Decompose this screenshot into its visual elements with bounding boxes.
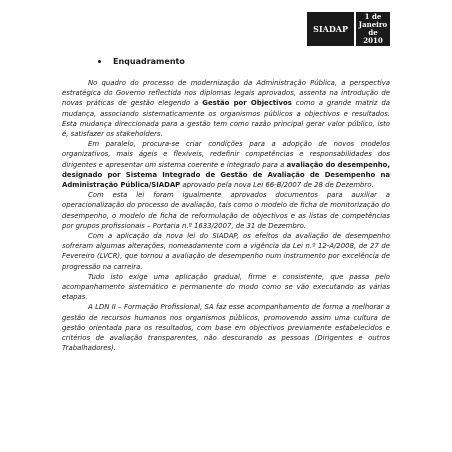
paragraph-1-text-b: como a grande matriz da mudança, associando sistematicamente os organismos públicos a objectivos e resultados. Esta mudança direccionada para a gestão tem como razão principal gerar valor público, isto é, satisfazer os stakeholders.	[62, 99, 390, 139]
paragraph-2	[62, 139, 390, 190]
header-date-line1: 1 de	[364, 12, 382, 21]
header-date-line2: Janeiro de	[358, 20, 388, 37]
paragraph-2-bold: avaliação do desempenho, designado por Sistema Integrado de Gestão de Avaliação de Desempenho na Administração Pública/SIADAP	[62, 160, 390, 190]
header-date-line3: 2010	[363, 36, 383, 45]
paragraph-1-text-a: No quadro do processo de modernização da Administração Pública, a perspectiva estratégica do Governo reflectida nos diplomas legais aprovados, assenta na introdução de novas práticas de gestão elegendo a	[62, 79, 390, 108]
header-date	[356, 12, 390, 46]
paragraph-6: A LDN II – Formação Profissional, SA faz esse acompanhamento de forma a melhorar a gestão de recursos humanos nos organismos públicos, promovendo assim uma cultura de gestão orientada para os resultados, com base em objectivos previamente estabelecidos e critérios de avaliação transparentes, não descurando as pessoas (Dirigentes e outros Trabalhadores).	[62, 303, 390, 353]
section-title: Enquadramento	[113, 57, 185, 66]
document-header	[307, 12, 390, 46]
header-title: SIADAP	[307, 12, 354, 46]
document-body	[62, 78, 390, 353]
paragraph-2-text-b: aprovado pela nova Lei 66-B/2007 de 28 de Dezembro.	[180, 181, 374, 190]
paragraph-4: Com a aplicação da nova lei do SIADAP, os efeitos da avaliação de desempenho sofreram algumas alterações, nomeadamente com a vigência da Lei n.º 12-A/2008, de 27 de Fevereiro (LVCR), que tornou a avaliação de desempenho num instrumento por excelência de progressão na carreira.	[62, 232, 390, 271]
paragraph-2-text-a: Em paralelo, procura-se criar condições para a adopção de novos modelos organizativos, mais ágeis e flexíveis, redefinir competências e responsabilidades dos dirigentes e apresentar um sistema coerente e integrado para a	[62, 140, 390, 169]
paragraph-3: Com esta lei foram igualmente aprovados documentos para auxiliar a operacionalização do processo de avaliação, tais como o modelo de ficha de monitorização do desempenho, o modelo de ficha de reformulação de objectivos e as listas de competências por grupos profissionais – Portaria n.º 1633/2007, de 31 de Dezembro.	[62, 191, 390, 230]
paragraph-1-bold: Gestão por Objectivos	[202, 99, 292, 108]
paragraph-5: Tudo isto exige uma aplicação gradual, firme e consistente, que passa pelo acompanhamento sistemático e permanente do modo como se vão executando as várias etapas.	[62, 272, 390, 302]
paragraph-1	[62, 78, 390, 139]
section-heading	[98, 57, 185, 66]
bullet-icon	[98, 60, 101, 63]
